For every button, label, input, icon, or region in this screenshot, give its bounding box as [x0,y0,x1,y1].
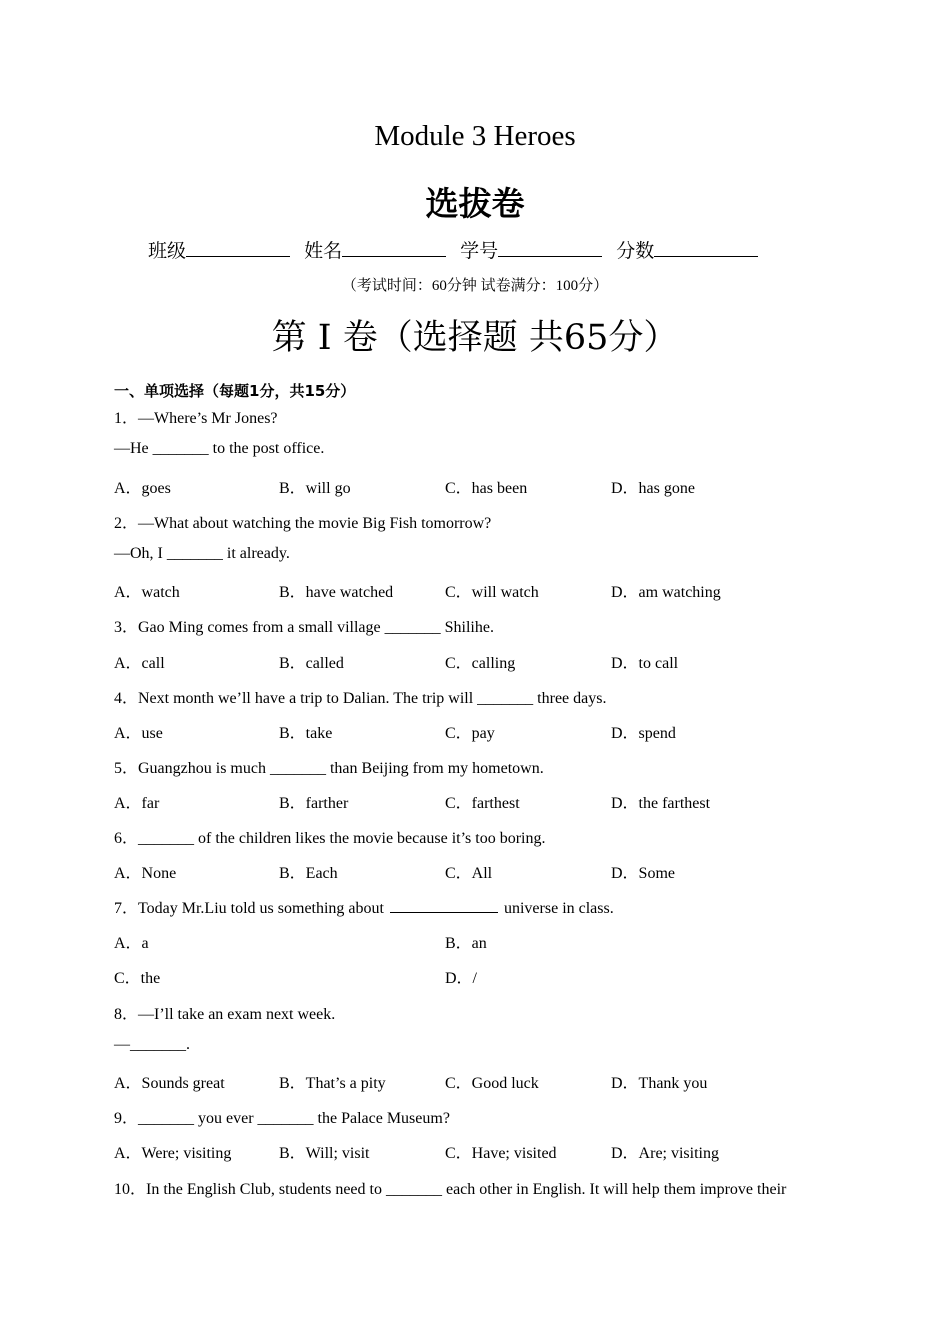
option-d: D．am watching [611,584,721,601]
question-reply: —Oh, I _______ it already. [114,545,290,562]
option-d: D．to call [611,655,679,672]
question-stem: 3．Gao Ming comes from a small village _______ Shilihe. [114,619,494,636]
option-b: B．farther [279,795,349,812]
option-a: A．a [114,935,149,952]
question-stem: 6．_______ of the children likes the movie because it’s too boring. [114,830,546,847]
score-field [616,236,758,263]
part-title: 第 I 卷（选择题 共65分） [271,318,679,358]
option-a: A．None [114,865,177,882]
option-b: B．called [279,655,344,672]
option-b: B．Will; visit [279,1145,370,1162]
option-d: D．Some [611,865,676,882]
question-stem: 10．In the English Club, students need to _______ each other in English. It will help them improve their [114,1181,787,1198]
name-blank [342,238,446,257]
option-c: C．calling [445,655,516,672]
exam-note: （考试时间：60分钟 试卷满分：100分） [341,278,609,294]
option-a: A．watch [114,584,180,601]
option-a: A．Were; visiting [114,1145,232,1162]
question-stem: 2．—What about watching the movie Big Fish tomorrow? [114,515,492,532]
option-c: C．All [445,865,493,882]
student-info-row [148,236,766,263]
question-reply: —_______. [114,1036,190,1053]
option-a: A．use [114,725,163,742]
option-b: B．take [279,725,333,742]
option-d: D．the farthest [611,795,711,812]
stem-after-blank: universe in class. [503,900,614,917]
option-c: C．will watch [445,584,539,601]
student-id-blank [498,238,602,257]
option-c: C．farthest [445,795,520,812]
score-blank [654,238,758,257]
option-d: D．Are; visiting [611,1145,719,1162]
option-d: D．has gone [611,480,695,497]
question-stem: 4．Next month we’ll have a trip to Dalian. The trip will _______ three days. [114,690,607,707]
option-c: C．pay [445,725,495,742]
answer-blank [390,898,498,913]
option-c: C．Have; visited [445,1145,557,1162]
option-c: C．has been [445,480,528,497]
stem-before-blank: 7．Today Mr.Liu told us something about [114,900,384,917]
student-id-field [460,236,602,263]
option-c: C．the [114,970,161,987]
question-reply: —He _______ to the post office. [114,440,325,457]
option-d: D．Thank you [611,1075,708,1092]
option-b: B．Each [279,865,338,882]
option-a: A．Sounds great [114,1075,225,1092]
exam-type-heading: 选拔卷 [425,184,525,223]
option-a: A．far [114,795,160,812]
section-title: 一、单项选择（每题1分，共15分） [114,382,356,400]
option-c: C．Good luck [445,1075,539,1092]
option-d: D．/ [445,970,478,987]
class-field [148,236,290,263]
option-a: A．goes [114,480,171,497]
option-b: B．will go [279,480,351,497]
option-b: B．That’s a pity [279,1075,386,1092]
question-stem: 8．—I’ll take an exam next week. [114,1006,336,1023]
name-field [304,236,446,263]
name-label: 姓名 [304,240,343,262]
student-id-label: 学号 [460,240,499,262]
question-stem: 1．—Where’s Mr Jones? [114,410,278,427]
option-b: B．an [445,935,487,952]
option-d: D．spend [611,725,676,742]
question-stem: 5．Guangzhou is much _______ than Beijing from my hometown. [114,760,544,777]
question-stem [114,895,614,918]
option-b: B．have watched [279,584,394,601]
page-title: Module 3 Heroes [374,120,576,152]
score-label: 分数 [616,240,655,262]
class-label: 班级 [148,240,187,262]
question-stem: 9．_______ you ever _______ the Palace Museum? [114,1110,450,1127]
class-blank [186,238,290,257]
option-a: A．call [114,655,165,672]
